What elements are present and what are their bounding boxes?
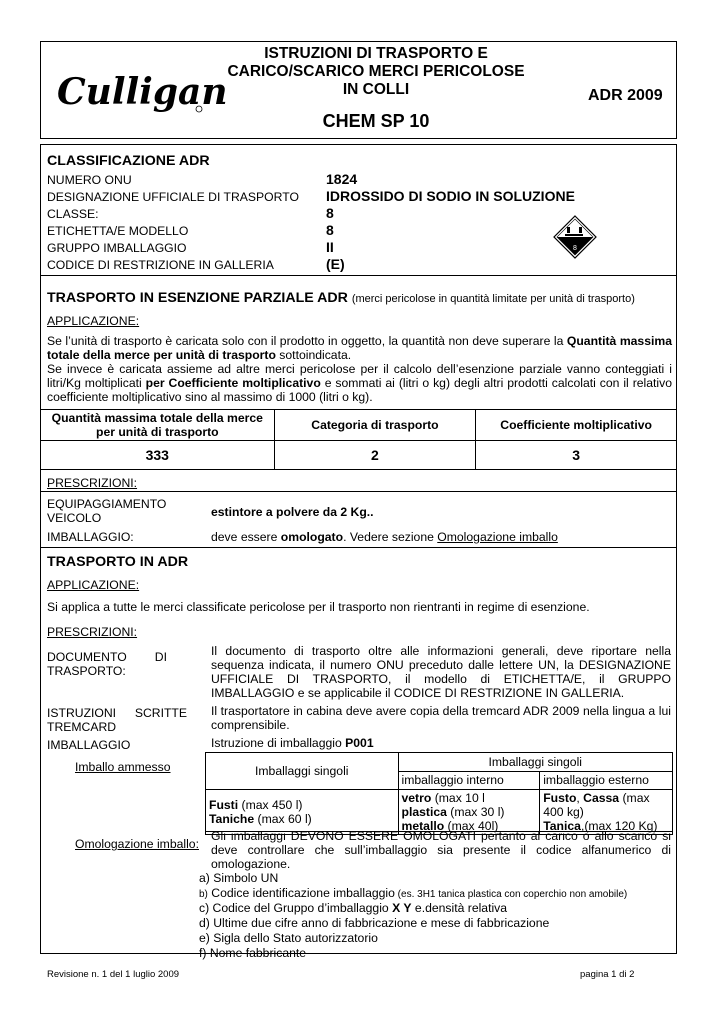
list-item: a) Simbolo UN: [199, 871, 279, 885]
page-number: pagina 1 di 2: [580, 969, 635, 980]
imballaggio-text: Istruzione di imballaggio P001: [211, 736, 374, 750]
packaging-value: deve essere omologato. Vedere sezione Omologazione imballo: [211, 530, 558, 544]
class-label-packing-group: GRUPPO IMBALLAGGIO: [47, 241, 187, 255]
list-item: d) Ultime due cifre anno di fabbricazione e mese di fabbricazione: [199, 916, 550, 930]
list-item: b) Codice identificazione imballaggio (es. 3H1 tanica plastica con coperchio non amobile): [199, 886, 628, 900]
pack-header-group: Imballaggi singoli: [398, 753, 673, 772]
quantity-value-category: 2: [274, 441, 476, 470]
packaging-table: [205, 752, 673, 835]
pack-header-single: Imballaggi singoli: [206, 753, 399, 790]
homologation-label: Omologazione imballo:: [75, 837, 199, 851]
class-label-label-model: ETICHETTA/E MODELLO: [47, 224, 189, 238]
exemption-application-label: APPLICAZIONE:: [47, 314, 140, 328]
quantity-value-coefficient: 3: [476, 441, 677, 470]
quantity-table: [40, 409, 677, 470]
class-label-class: CLASSE:: [47, 207, 99, 221]
homologation-text: Gli imballaggi DEVONO ESSERE OMOLOGATI pertanto al carico o allo scarico si deve controllare che sull’imballaggio sia presente il codice alfanumerico di omologazione.: [211, 829, 671, 871]
exemption-paragraph: Se l’unità di trasporto è caricata solo con il prodotto in oggetto, la quantità non deve superare la Quantità massima totale della merce per unità di trasporto sottoindicata. Se invece è caricata assieme ad altre merci pericolose per il calcolo dell’esenzione parziale vanno conteggiati i litri/Kg moltiplicati per Coefficiente moltiplicativo e sommati ai (litri o kg) degli altri prodotti calcolati con il relativo coefficiente moltiplicativo sino al massimo di 1000 (litri o kg).: [47, 334, 672, 404]
product-code: CHEM SP 10: [322, 111, 430, 131]
homologation-list: [199, 871, 627, 961]
main-content: [40, 144, 677, 960]
class-label-tunnel-code: CODICE DI RESTRIZIONE IN GALLERIA: [47, 258, 274, 272]
quantity-header-category: Categoria di trasporto: [274, 410, 476, 441]
transport-document-label: DOCUMENTO DI TRASPORTO:: [47, 650, 167, 678]
adr-transport-heading: TRASPORTO IN ADR: [47, 554, 189, 570]
class-label-onu: NUMERO ONU: [47, 173, 132, 187]
pack-header-outer: imballaggio esterno: [540, 772, 673, 790]
classification-heading: CLASSIFICAZIONE ADR: [47, 153, 210, 169]
pack-inner-cell: vetro (max 10 l plastica (max 30 l) metallo (max 40l): [398, 790, 540, 835]
transport-document-text: Il documento di trasporto oltre alle informazioni generali, deve riportare nella sequenza indicata, il numero ONU preceduto dalle lettere UN, la DESIGNAZIONE UFFICIALE DI TRASPORTO, il modello di ETICHETTA/E, il GRUPPO IMBALLAGGIO e se applicabile il CODICE DI RESTRIZIONE IN GALLERIA.: [211, 644, 671, 700]
exemption-prescriptions-label: PRESCRIZIONI:: [47, 476, 138, 490]
pack-single-cell: Fusti (max 450 l) Taniche (max 60 l): [206, 790, 399, 835]
class-label-designation: DESIGNAZIONE UFFICIALE DI TRASPORTO: [47, 190, 299, 204]
tremcard-text: Il trasportatore in cabina deve avere copia della tremcard ADR 2009 nella lingua a lui comprensibile.: [211, 704, 671, 732]
document-title: ISTRUZIONI DI TRASPORTO E CARICO/SCARICO MERCI PERICOLOSE IN COLLI: [227, 45, 525, 98]
revision-note: Revisione n. 1 del 1 luglio 2009: [47, 969, 180, 980]
class-value-designation: IDROSSIDO DI SODIO IN SOLUZIONE: [326, 188, 575, 204]
homologation-link[interactable]: Omologazione imballo: [437, 530, 558, 544]
adr-year: ADR 2009: [588, 87, 663, 104]
culligan-logo: [55, 62, 228, 126]
quantity-header-max: Quantità massima totale della merce per unità di trasporto: [41, 410, 275, 441]
allowed-packaging-label: Imballo ammesso: [75, 760, 171, 774]
corrosive-hazard-icon: [553, 215, 597, 259]
document-header: [40, 41, 677, 139]
svg-text:8: 8: [573, 245, 577, 252]
exemption-heading: TRASPORTO IN ESENZIONE PARZIALE ADR (merci pericolose in quantità limitate per unità di trasporto): [47, 290, 635, 306]
pack-header-inner: imballaggio interno: [398, 772, 540, 790]
adr-application-label: APPLICAZIONE:: [47, 578, 140, 592]
class-value-class: 8: [326, 205, 334, 221]
adr-application-text: Si applica a tutte le merci classificate pericolose per il trasporto non rientranti in regime di esenzione.: [47, 600, 590, 614]
packaging-label: IMBALLAGGIO:: [47, 530, 134, 544]
pack-outer-cell: Fusto, Cassa (max 400 kg) Tanica,(max 120 Kg): [540, 790, 673, 835]
class-value-label-model: 8: [326, 222, 334, 238]
quantity-value-max: 333: [41, 441, 275, 470]
imballaggio-label: IMBALLAGGIO: [47, 738, 131, 752]
list-item: e) Sigla dello Stato autorizzatorio: [199, 931, 378, 945]
quantity-header-coefficient: Coefficiente moltiplicativo: [476, 410, 677, 441]
list-item: c) Codice del Gruppo d’imballaggio X Y e.densità relativa: [199, 901, 508, 915]
list-item: f) Nome fabbricante: [199, 946, 307, 960]
logo-text: Culligan: [57, 71, 228, 113]
class-value-onu: 1824: [326, 171, 358, 187]
class-value-tunnel-code: (E): [326, 256, 345, 272]
adr-prescriptions-label: PRESCRIZIONI:: [47, 625, 138, 639]
class-value-packing-group: II: [326, 239, 334, 255]
equipment-label: EQUIPAGGIAMENTO VEICOLO: [47, 497, 167, 525]
equipment-value: estintore a polvere da 2 Kg..: [211, 505, 374, 519]
tremcard-label: ISTRUZIONI SCRITTE TREMCARD: [47, 706, 187, 734]
